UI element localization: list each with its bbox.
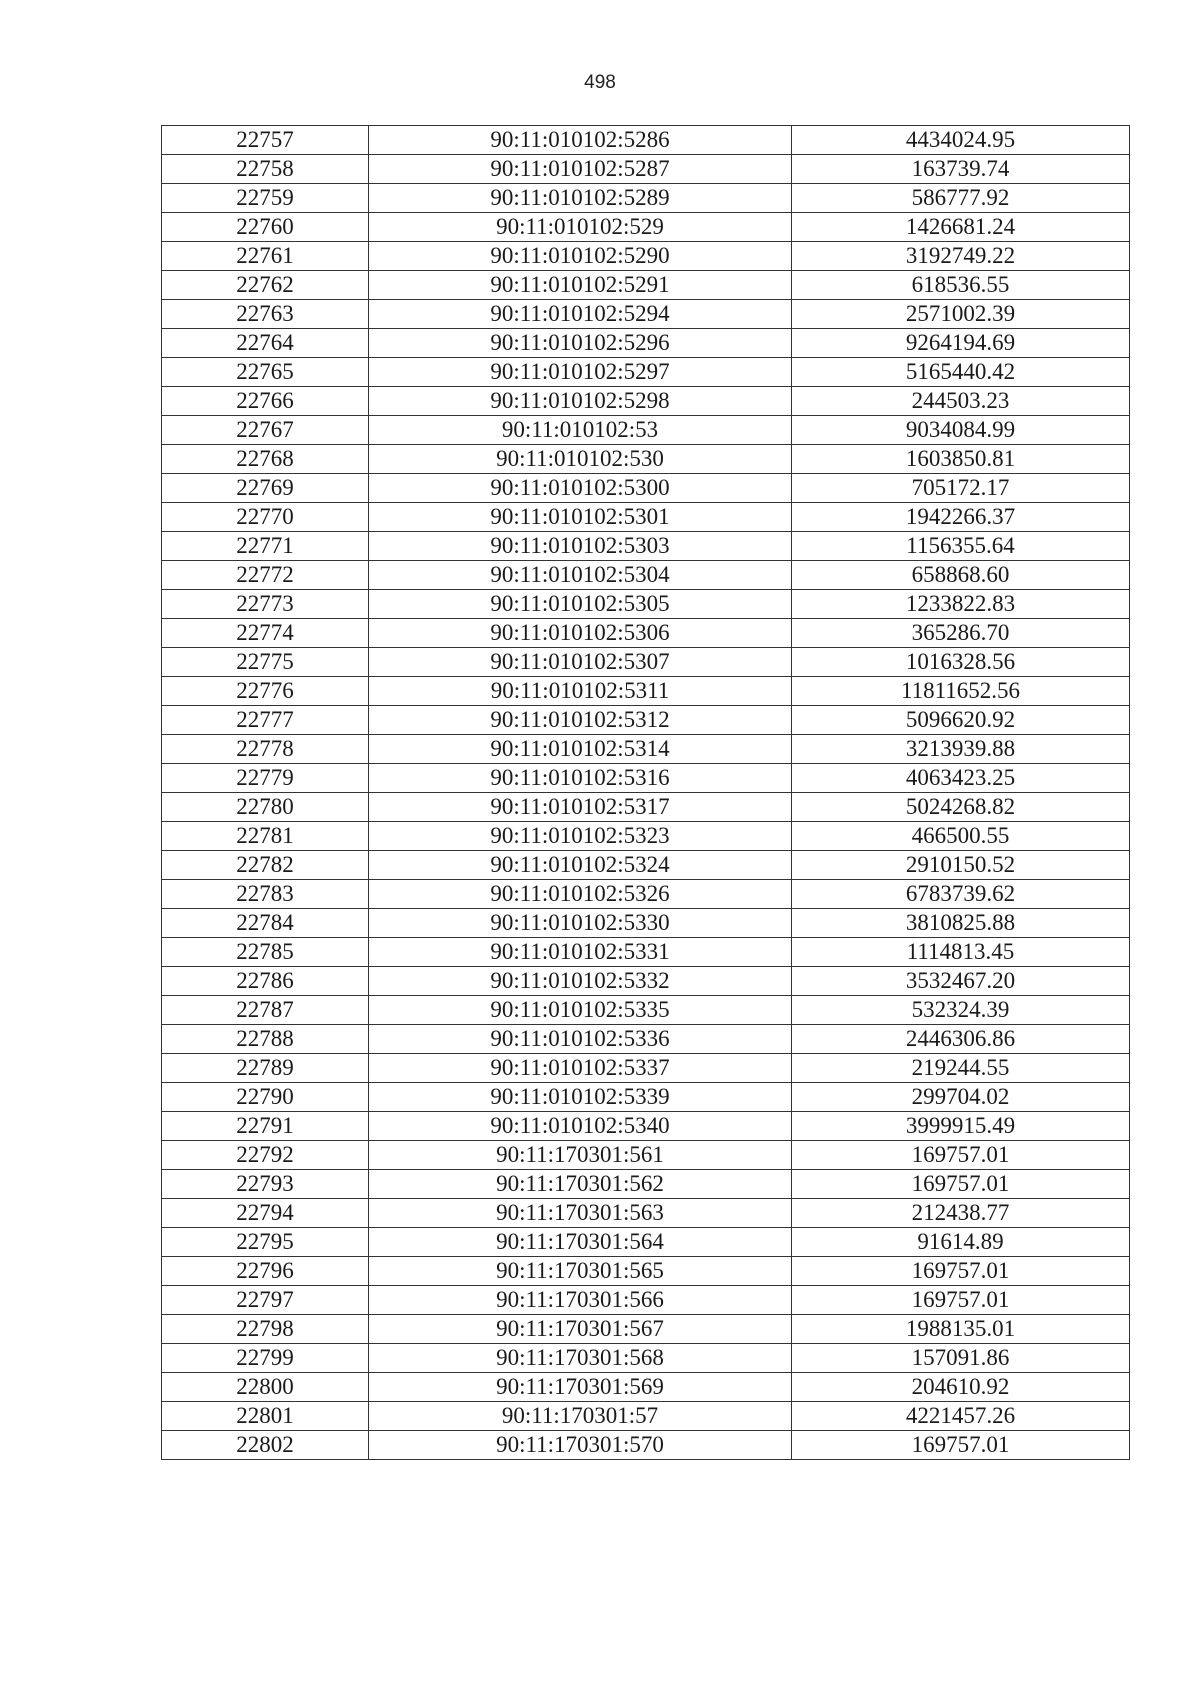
cadastral-number-cell: 90:11:170301:568: [369, 1344, 792, 1373]
table-row: [162, 967, 1130, 996]
cadastral-value-cell: 3999915.49: [792, 1112, 1130, 1141]
table-row: [162, 1083, 1130, 1112]
cadastral-value-cell: 532324.39: [792, 996, 1130, 1025]
cadastral-number-cell: 90:11:010102:5294: [369, 300, 792, 329]
cadastral-number-cell: 90:11:010102:5326: [369, 880, 792, 909]
table-row: [162, 1112, 1130, 1141]
row-number-cell: 22777: [162, 706, 369, 735]
cadastral-number-cell: 90:11:010102:5305: [369, 590, 792, 619]
row-number-cell: 22778: [162, 735, 369, 764]
table-row: [162, 358, 1130, 387]
row-number-cell: 22790: [162, 1083, 369, 1112]
row-number-cell: 22759: [162, 184, 369, 213]
cadastral-number-cell: 90:11:010102:5301: [369, 503, 792, 532]
row-number-cell: 22760: [162, 213, 369, 242]
cadastral-value-cell: 4063423.25: [792, 764, 1130, 793]
table-row: [162, 1315, 1130, 1344]
cadastral-value-cell: 219244.55: [792, 1054, 1130, 1083]
cadastral-value-cell: 169757.01: [792, 1141, 1130, 1170]
table-row: [162, 532, 1130, 561]
table-row: [162, 648, 1130, 677]
table-row: [162, 387, 1130, 416]
row-number-cell: 22764: [162, 329, 369, 358]
table-row: [162, 155, 1130, 184]
table-row: [162, 445, 1130, 474]
cadastral-value-cell: 3810825.88: [792, 909, 1130, 938]
row-number-cell: 22783: [162, 880, 369, 909]
cadastral-value-cell: 2446306.86: [792, 1025, 1130, 1054]
row-number-cell: 22773: [162, 590, 369, 619]
cadastral-number-cell: 90:11:010102:5286: [369, 126, 792, 155]
row-number-cell: 22775: [162, 648, 369, 677]
table-row: [162, 706, 1130, 735]
row-number-cell: 22763: [162, 300, 369, 329]
row-number-cell: 22765: [162, 358, 369, 387]
table-row: [162, 329, 1130, 358]
cadastral-value-cell: 169757.01: [792, 1286, 1130, 1315]
cadastral-value-cell: 244503.23: [792, 387, 1130, 416]
cadastral-value-cell: 1988135.01: [792, 1315, 1130, 1344]
row-number-cell: 22796: [162, 1257, 369, 1286]
cadastral-value-cell: 705172.17: [792, 474, 1130, 503]
row-number-cell: 22794: [162, 1199, 369, 1228]
table-row: [162, 416, 1130, 445]
row-number-cell: 22789: [162, 1054, 369, 1083]
cadastral-value-cell: 1603850.81: [792, 445, 1130, 474]
cadastral-number-cell: 90:11:010102:5298: [369, 387, 792, 416]
table-row: [162, 184, 1130, 213]
cadastral-number-cell: 90:11:010102:5340: [369, 1112, 792, 1141]
cadastral-number-cell: 90:11:010102:5306: [369, 619, 792, 648]
table-row: [162, 1402, 1130, 1431]
row-number-cell: 22772: [162, 561, 369, 590]
cadastral-number-cell: 90:11:010102:529: [369, 213, 792, 242]
cadastral-value-cell: 212438.77: [792, 1199, 1130, 1228]
table-row: [162, 909, 1130, 938]
table-row: [162, 619, 1130, 648]
row-number-cell: 22802: [162, 1431, 369, 1460]
table-row: [162, 126, 1130, 155]
cadastral-value-cell: 4221457.26: [792, 1402, 1130, 1431]
cadastral-number-cell: 90:11:010102:5331: [369, 938, 792, 967]
row-number-cell: 22762: [162, 271, 369, 300]
table-row: [162, 851, 1130, 880]
cadastral-number-cell: 90:11:170301:569: [369, 1373, 792, 1402]
cadastral-number-cell: 90:11:010102:5336: [369, 1025, 792, 1054]
row-number-cell: 22787: [162, 996, 369, 1025]
row-number-cell: 22769: [162, 474, 369, 503]
cadastral-value-cell: 299704.02: [792, 1083, 1130, 1112]
row-number-cell: 22757: [162, 126, 369, 155]
cadastral-number-cell: 90:11:010102:5300: [369, 474, 792, 503]
cadastral-number-cell: 90:11:010102:53: [369, 416, 792, 445]
page-number: 498: [584, 72, 616, 93]
cadastral-value-cell: 1156355.64: [792, 532, 1130, 561]
cadastral-value-cell: 1233822.83: [792, 590, 1130, 619]
table-row: [162, 1257, 1130, 1286]
row-number-cell: 22767: [162, 416, 369, 445]
cadastral-number-cell: 90:11:170301:565: [369, 1257, 792, 1286]
cadastral-value-cell: 6783739.62: [792, 880, 1130, 909]
cadastral-number-cell: 90:11:010102:530: [369, 445, 792, 474]
table-row: [162, 996, 1130, 1025]
cadastral-number-cell: 90:11:010102:5339: [369, 1083, 792, 1112]
row-number-cell: 22770: [162, 503, 369, 532]
table-row: [162, 677, 1130, 706]
table-row: [162, 1054, 1130, 1083]
cadastral-number-cell: 90:11:010102:5311: [369, 677, 792, 706]
row-number-cell: 22801: [162, 1402, 369, 1431]
cadastral-number-cell: 90:11:010102:5303: [369, 532, 792, 561]
cadastral-number-cell: 90:11:010102:5337: [369, 1054, 792, 1083]
cadastral-value-cell: 1016328.56: [792, 648, 1130, 677]
cadastral-value-cell: 5024268.82: [792, 793, 1130, 822]
table-row: [162, 271, 1130, 300]
cadastral-value-cell: 2910150.52: [792, 851, 1130, 880]
row-number-cell: 22779: [162, 764, 369, 793]
cadastral-number-cell: 90:11:170301:562: [369, 1170, 792, 1199]
cadastral-number-cell: 90:11:010102:5332: [369, 967, 792, 996]
row-number-cell: 22785: [162, 938, 369, 967]
table-row: [162, 880, 1130, 909]
table-row: [162, 822, 1130, 851]
table-row: [162, 1025, 1130, 1054]
row-number-cell: 22781: [162, 822, 369, 851]
table-row: [162, 1199, 1130, 1228]
row-number-cell: 22793: [162, 1170, 369, 1199]
row-number-cell: 22792: [162, 1141, 369, 1170]
table-row: [162, 213, 1130, 242]
cadastral-value-cell: 365286.70: [792, 619, 1130, 648]
cadastral-value-cell: 618536.55: [792, 271, 1130, 300]
cadastral-value-cell: 11811652.56: [792, 677, 1130, 706]
cadastral-number-cell: 90:11:010102:5317: [369, 793, 792, 822]
table-row: [162, 1228, 1130, 1257]
cadastral-number-cell: 90:11:010102:5297: [369, 358, 792, 387]
row-number-cell: 22768: [162, 445, 369, 474]
table-row: [162, 735, 1130, 764]
cadastral-number-cell: 90:11:010102:5290: [369, 242, 792, 271]
cadastral-number-cell: 90:11:010102:5307: [369, 648, 792, 677]
table-row: [162, 1344, 1130, 1373]
cadastral-number-cell: 90:11:010102:5296: [369, 329, 792, 358]
cadastral-value-cell: 169757.01: [792, 1170, 1130, 1199]
cadastral-number-cell: 90:11:170301:567: [369, 1315, 792, 1344]
cadastral-value-cell: 169757.01: [792, 1257, 1130, 1286]
row-number-cell: 22797: [162, 1286, 369, 1315]
cadastral-number-cell: 90:11:010102:5324: [369, 851, 792, 880]
cadastral-value-cell: 5165440.42: [792, 358, 1130, 387]
cadastral-number-cell: 90:11:010102:5335: [369, 996, 792, 1025]
row-number-cell: 22800: [162, 1373, 369, 1402]
cadastral-value-cell: 157091.86: [792, 1344, 1130, 1373]
table-row: [162, 1286, 1130, 1315]
cadastral-value-cell: 4434024.95: [792, 126, 1130, 155]
cadastral-value-cell: 3192749.22: [792, 242, 1130, 271]
cadastral-value-cell: 9264194.69: [792, 329, 1130, 358]
cadastral-number-cell: 90:11:010102:5287: [369, 155, 792, 184]
cadastral-number-cell: 90:11:010102:5330: [369, 909, 792, 938]
cadastral-number-cell: 90:11:170301:570: [369, 1431, 792, 1460]
cadastral-value-cell: 163739.74: [792, 155, 1130, 184]
table-row: [162, 793, 1130, 822]
row-number-cell: 22795: [162, 1228, 369, 1257]
cadastral-value-cell: 1114813.45: [792, 938, 1130, 967]
cadastral-value-cell: 3213939.88: [792, 735, 1130, 764]
cadastral-value-cell: 3532467.20: [792, 967, 1130, 996]
table-row: [162, 561, 1130, 590]
row-number-cell: 22799: [162, 1344, 369, 1373]
table-row: [162, 1141, 1130, 1170]
table-row: [162, 590, 1130, 619]
table-row: [162, 1373, 1130, 1402]
table-body: [162, 126, 1130, 1460]
row-number-cell: 22780: [162, 793, 369, 822]
cadastral-number-cell: 90:11:170301:57: [369, 1402, 792, 1431]
table-row: [162, 1170, 1130, 1199]
table-row: [162, 764, 1130, 793]
table-row: [162, 1431, 1130, 1460]
cadastral-value-cell: 9034084.99: [792, 416, 1130, 445]
table-row: [162, 474, 1130, 503]
cadastral-number-cell: 90:11:010102:5323: [369, 822, 792, 851]
cadastral-number-cell: 90:11:010102:5291: [369, 271, 792, 300]
cadastral-value-cell: 466500.55: [792, 822, 1130, 851]
table-row: [162, 503, 1130, 532]
cadastral-number-cell: 90:11:010102:5304: [369, 561, 792, 590]
row-number-cell: 22758: [162, 155, 369, 184]
cadastral-number-cell: 90:11:010102:5314: [369, 735, 792, 764]
cadastral-value-table: [161, 125, 1130, 1460]
cadastral-value-cell: 658868.60: [792, 561, 1130, 590]
cadastral-value-cell: 586777.92: [792, 184, 1130, 213]
cadastral-value-cell: 2571002.39: [792, 300, 1130, 329]
cadastral-value-cell: 204610.92: [792, 1373, 1130, 1402]
row-number-cell: 22766: [162, 387, 369, 416]
cadastral-number-cell: 90:11:010102:5289: [369, 184, 792, 213]
row-number-cell: 22784: [162, 909, 369, 938]
row-number-cell: 22791: [162, 1112, 369, 1141]
cadastral-value-cell: 91614.89: [792, 1228, 1130, 1257]
table-row: [162, 300, 1130, 329]
cadastral-number-cell: 90:11:170301:563: [369, 1199, 792, 1228]
cadastral-value-cell: 1426681.24: [792, 213, 1130, 242]
row-number-cell: 22798: [162, 1315, 369, 1344]
cadastral-value-cell: 169757.01: [792, 1431, 1130, 1460]
row-number-cell: 22788: [162, 1025, 369, 1054]
row-number-cell: 22776: [162, 677, 369, 706]
cadastral-number-cell: 90:11:010102:5316: [369, 764, 792, 793]
cadastral-number-cell: 90:11:010102:5312: [369, 706, 792, 735]
cadastral-number-cell: 90:11:170301:561: [369, 1141, 792, 1170]
cadastral-value-cell: 5096620.92: [792, 706, 1130, 735]
row-number-cell: 22761: [162, 242, 369, 271]
row-number-cell: 22771: [162, 532, 369, 561]
table-row: [162, 242, 1130, 271]
table-row: [162, 938, 1130, 967]
row-number-cell: 22774: [162, 619, 369, 648]
cadastral-number-cell: 90:11:170301:566: [369, 1286, 792, 1315]
cadastral-number-cell: 90:11:170301:564: [369, 1228, 792, 1257]
row-number-cell: 22782: [162, 851, 369, 880]
cadastral-value-cell: 1942266.37: [792, 503, 1130, 532]
row-number-cell: 22786: [162, 967, 369, 996]
